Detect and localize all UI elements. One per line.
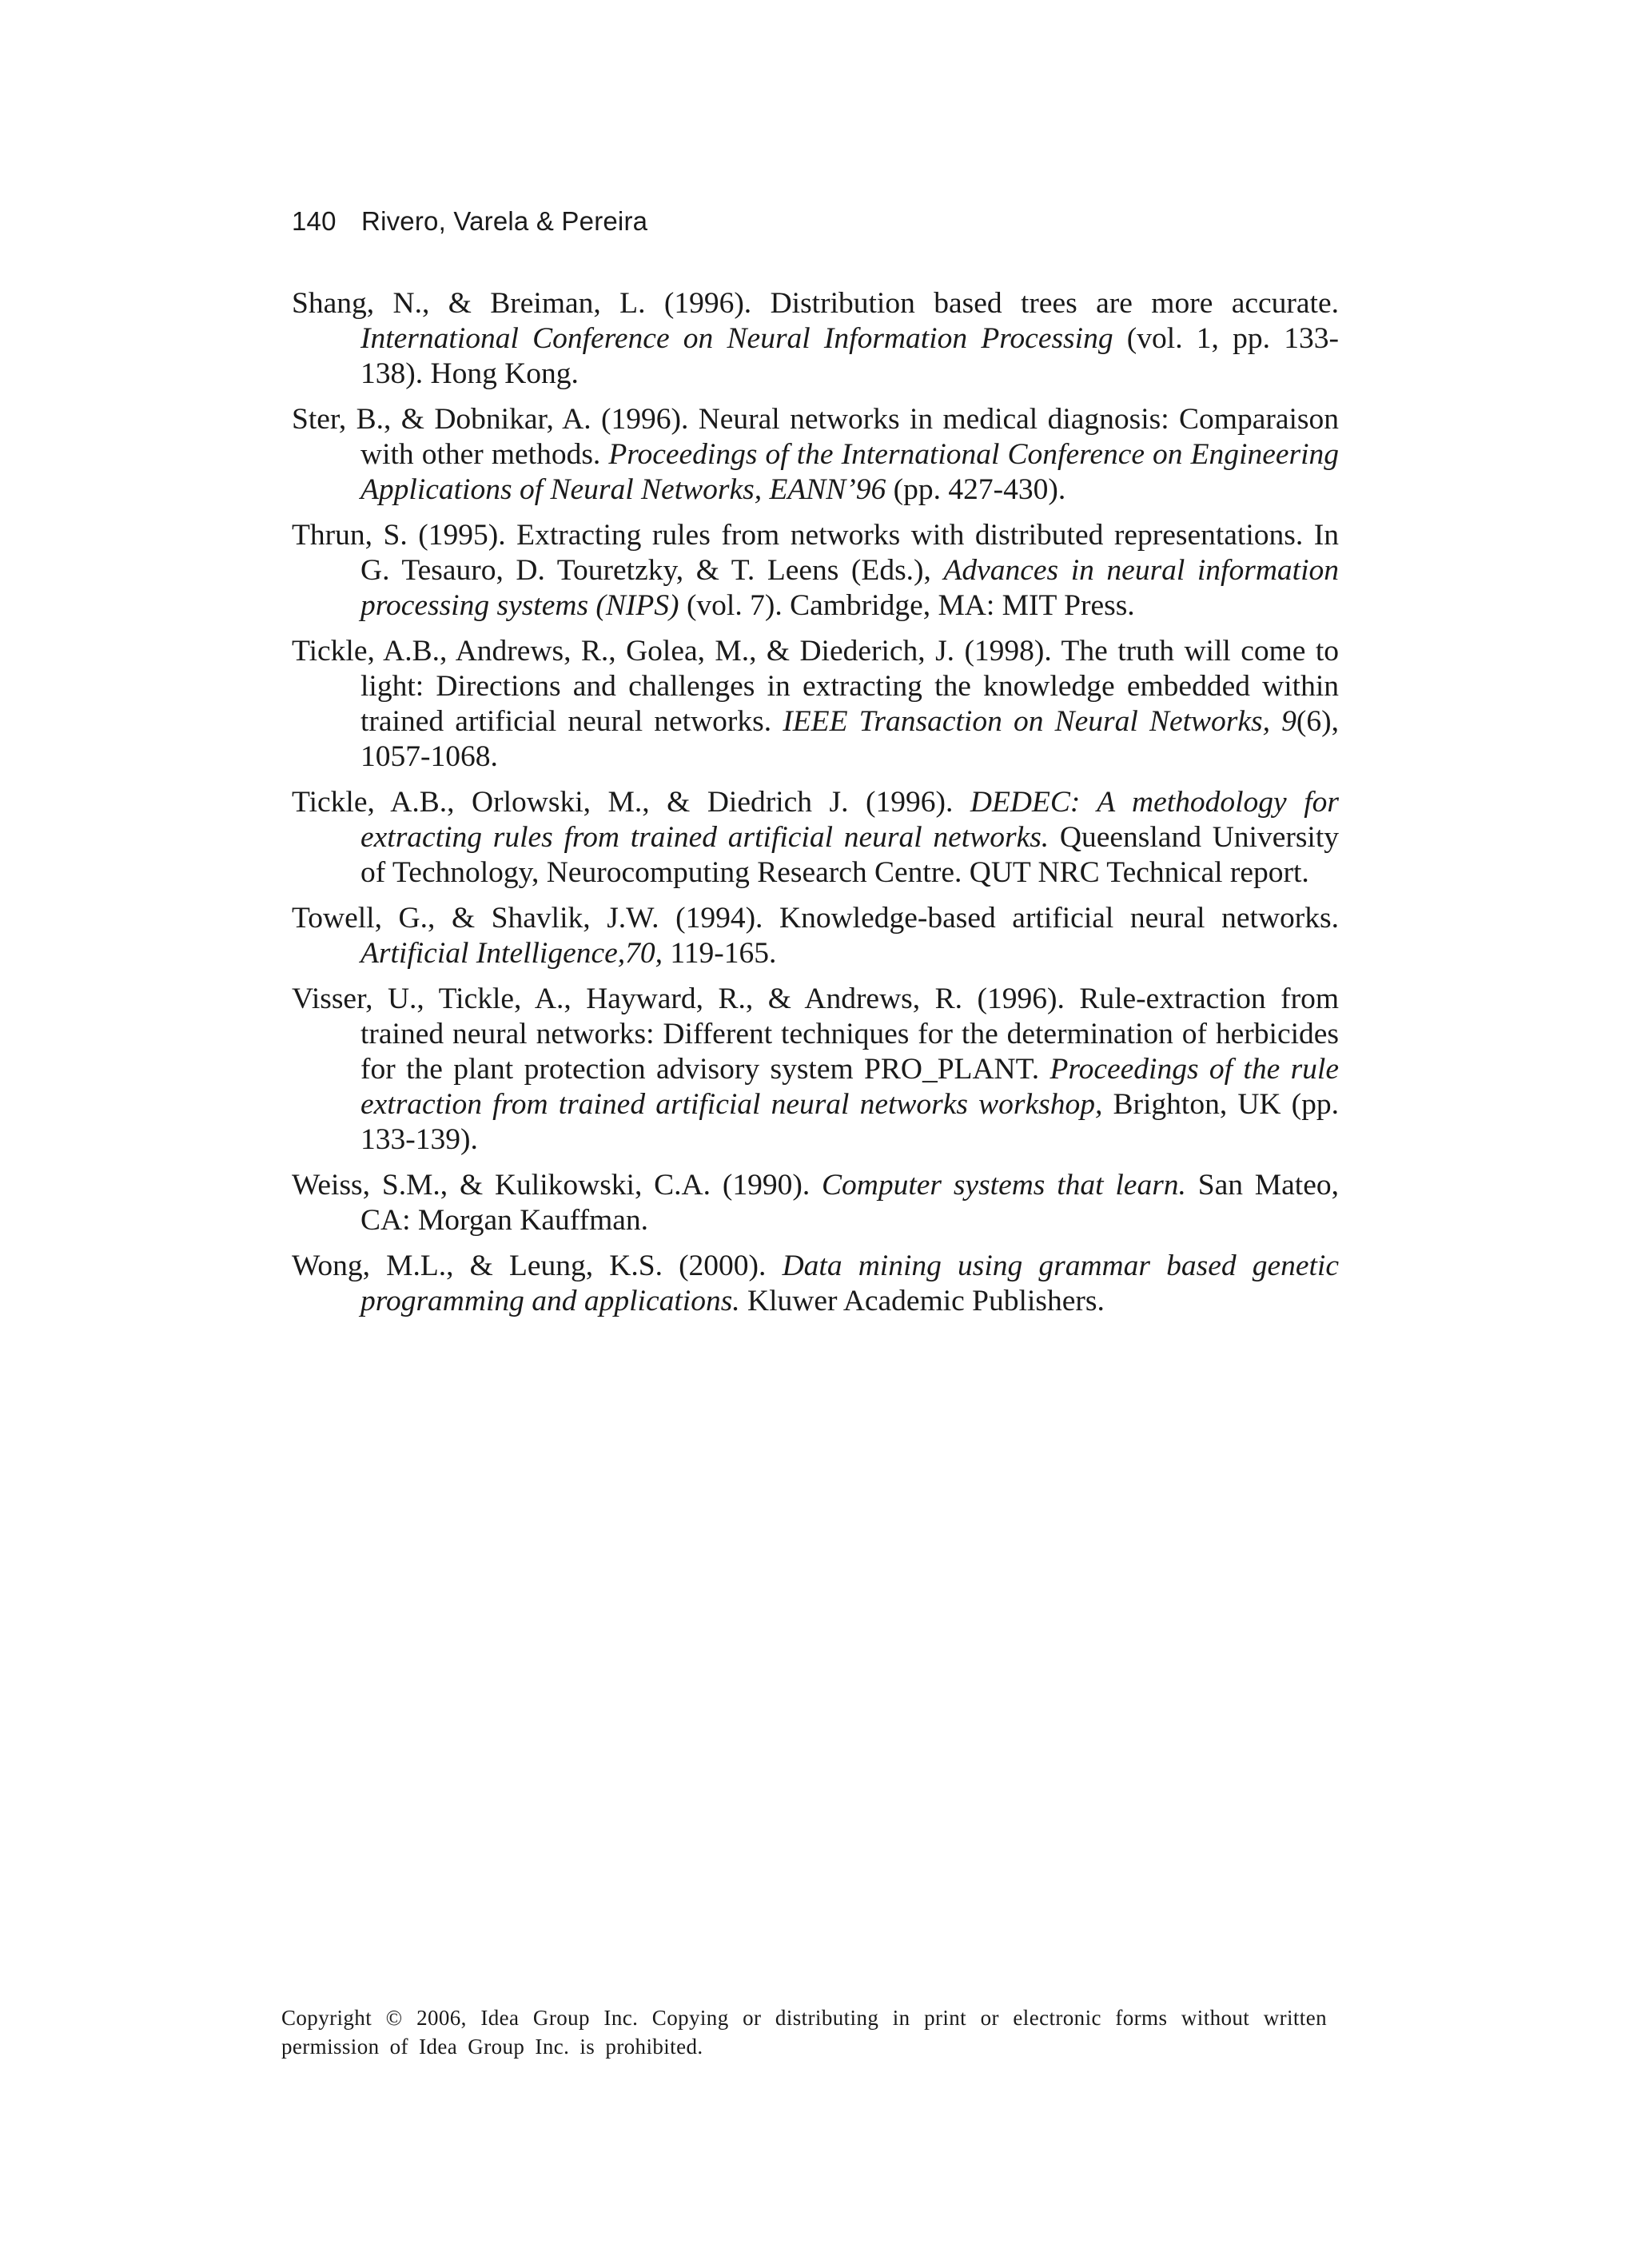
reference-text: Ster, B., & Dobnikar, A. (1996). Neural networks in medical diagnosis: Comparaison with other methods. <box>292 403 1339 471</box>
reference-list <box>292 286 1339 1329</box>
reference-text: Tickle, A.B., Andrews, R., Golea, M., & Diederich, J. (1998). The truth will come to light: Directions and challenges in extracting the knowledge embedded within trained artificial neural networks. <box>292 635 1339 738</box>
reference-entry <box>292 518 1339 624</box>
reference-source-title: Data mining using grammar based genetic programming and applications. <box>360 1250 1339 1317</box>
reference-text: Queensland University of Technology, Neurocomputing Research Centre. QUT NRC Technical report. <box>360 821 1340 889</box>
reference-source-title: Proceedings of the International Conference on Engineering Applications of Neural Networks, EANN’96 <box>360 438 1339 506</box>
reference-entry <box>292 901 1339 971</box>
reference-entry <box>292 286 1339 392</box>
reference-text: (vol. 1, pp. 133-138). Hong Kong. <box>360 322 1339 390</box>
reference-source-title: Advances in neural information processing systems (NIPS) <box>360 554 1339 622</box>
reference-text: Towell, G., & Shavlik, J.W. (1994). Knowledge-based artificial neural networks. <box>292 902 1339 935</box>
reference-text: Thrun, S. (1995). Extracting rules from networks with distributed representations. In G. Tesauro, D. Touretzky, & T. Leens (Eds.), <box>292 519 1339 587</box>
reference-text: Kluwer Academic Publishers. <box>739 1285 1105 1317</box>
reference-text: Wong, M.L., & Leung, K.S. (2000). <box>292 1250 783 1282</box>
reference-text: (6), 1057-1068. <box>360 705 1339 773</box>
reference-entry <box>292 634 1339 775</box>
reference-source-title: Computer systems that learn. <box>822 1169 1186 1202</box>
reference-entry <box>292 982 1339 1158</box>
reference-source-title: Proceedings of the rule extraction from trained artificial neural networks workshop, <box>360 1053 1339 1121</box>
running-header <box>292 206 647 237</box>
reference-entry <box>292 1168 1339 1238</box>
reference-text: Tickle, A.B., Orlowski, M., & Diedrich J. (1996). <box>292 786 970 819</box>
reference-source-title: IEEE Transaction on Neural Networks, 9 <box>783 705 1296 738</box>
reference-text: Shang, N., & Breiman, L. (1996). Distribution based trees are more accurate. <box>292 287 1339 320</box>
reference-text: Weiss, S.M., & Kulikowski, C.A. (1990). <box>292 1169 822 1202</box>
reference-text: (vol. 7). Cambridge, MA: MIT Press. <box>679 589 1135 622</box>
reference-source-title: DEDEC: A methodology for extracting rules from trained artificial neural networks. <box>360 786 1339 854</box>
copyright-notice: Copyright © 2006, Idea Group Inc. Copying or distributing in print or electronic forms without written permission of Idea Group Inc. is prohibited. <box>281 2006 1327 2059</box>
reference-entry <box>292 402 1339 508</box>
reference-entry <box>292 785 1339 891</box>
reference-text: Brighton, UK (pp. 133-139). <box>360 1088 1339 1156</box>
reference-source-title: Artificial Intelligence,70, <box>360 937 663 970</box>
reference-text: San Mateo, CA: Morgan Kauffman. <box>360 1169 1339 1237</box>
reference-entry <box>292 1249 1339 1319</box>
page-number: 140 <box>292 206 337 236</box>
reference-text: 119-165. <box>663 937 777 970</box>
reference-text: (pp. 427-430). <box>886 473 1066 506</box>
running-title: Rivero, Varela & Pereira <box>361 206 648 236</box>
reference-source-title: International Conference on Neural Information Processing <box>360 322 1113 355</box>
reference-text: Visser, U., Tickle, A., Hayward, R., & Andrews, R. (1996). Rule-extraction from trained neural networks: Different techniques for the determination of herbicides for the plant protection advisory system PRO_PLANT. <box>292 983 1339 1086</box>
